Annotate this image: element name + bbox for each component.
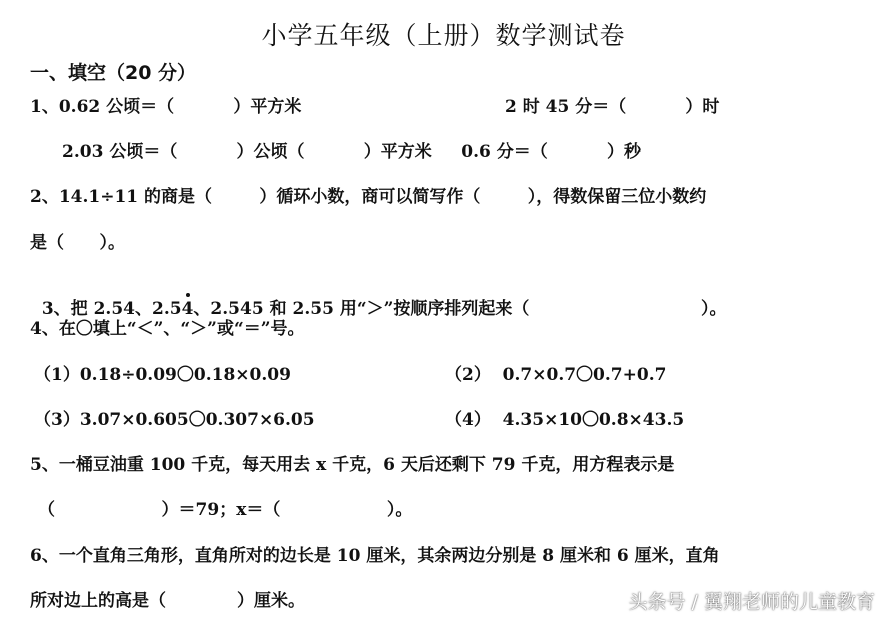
page-title: 小学五年级（上册）数学测试卷 (261, 21, 626, 50)
watermark: 头条号 / 翼翔老师的儿童教育 (628, 591, 875, 613)
question-1c: 2.03 公顷＝（ ）公顷（ ）平方米 0.6 分＝（ ）秒 (62, 142, 641, 162)
question-3 (30, 276, 727, 320)
question-2-line2: 是（ ）。 (30, 233, 126, 253)
question-3-post: 、2.545 和 2.55 用“＞”按顺序排列起来（ ）。 (193, 299, 727, 319)
question-6-line1: 6、一个直角三角形，直角所对的边长是 10 厘米，其余两边分别是 8 厘米和 6 厘米，直角 (30, 546, 720, 566)
question-5-line1: 5、一桶豆油重 100 千克，每天用去 x 千克，6 天后还剩下 79 千克，用方程表示是 (30, 455, 675, 475)
recurring-dot (186, 293, 190, 297)
recurring-digit: 4 (182, 299, 194, 319)
question-2-line1: 2、14.1÷11 的商是（ ）循环小数，商可以简写作（ ），得数保留三位小数约 (30, 187, 707, 207)
question-4-part4: （4） 4.35×10〇0.8×43.5 (445, 410, 685, 430)
question-4-part1: （1）0.18÷0.09〇0.18×0.09 (34, 365, 291, 385)
question-1a: 1、0.62 公顷＝（ ）平方米 (30, 97, 302, 117)
question-4-part2: （2） 0.7×0.7〇0.7+0.7 (445, 365, 667, 385)
question-6-line2: 所对边上的高是（ ）厘米。 (30, 591, 306, 611)
question-4-part3: （3）3.07×0.605〇0.307×6.05 (34, 410, 315, 430)
question-4-stem: 4、在〇填上“＜”、“＞”或“＝”号。 (30, 319, 305, 339)
question-3-pre: 3、把 2.54、2.5 (41, 299, 182, 319)
section-heading: 一、填空（20 分） (30, 62, 197, 84)
question-5-line2: （ ）＝79；x＝（ ）。 (38, 500, 413, 520)
question-1b: 2 时 45 分＝（ ）时 (505, 97, 720, 117)
